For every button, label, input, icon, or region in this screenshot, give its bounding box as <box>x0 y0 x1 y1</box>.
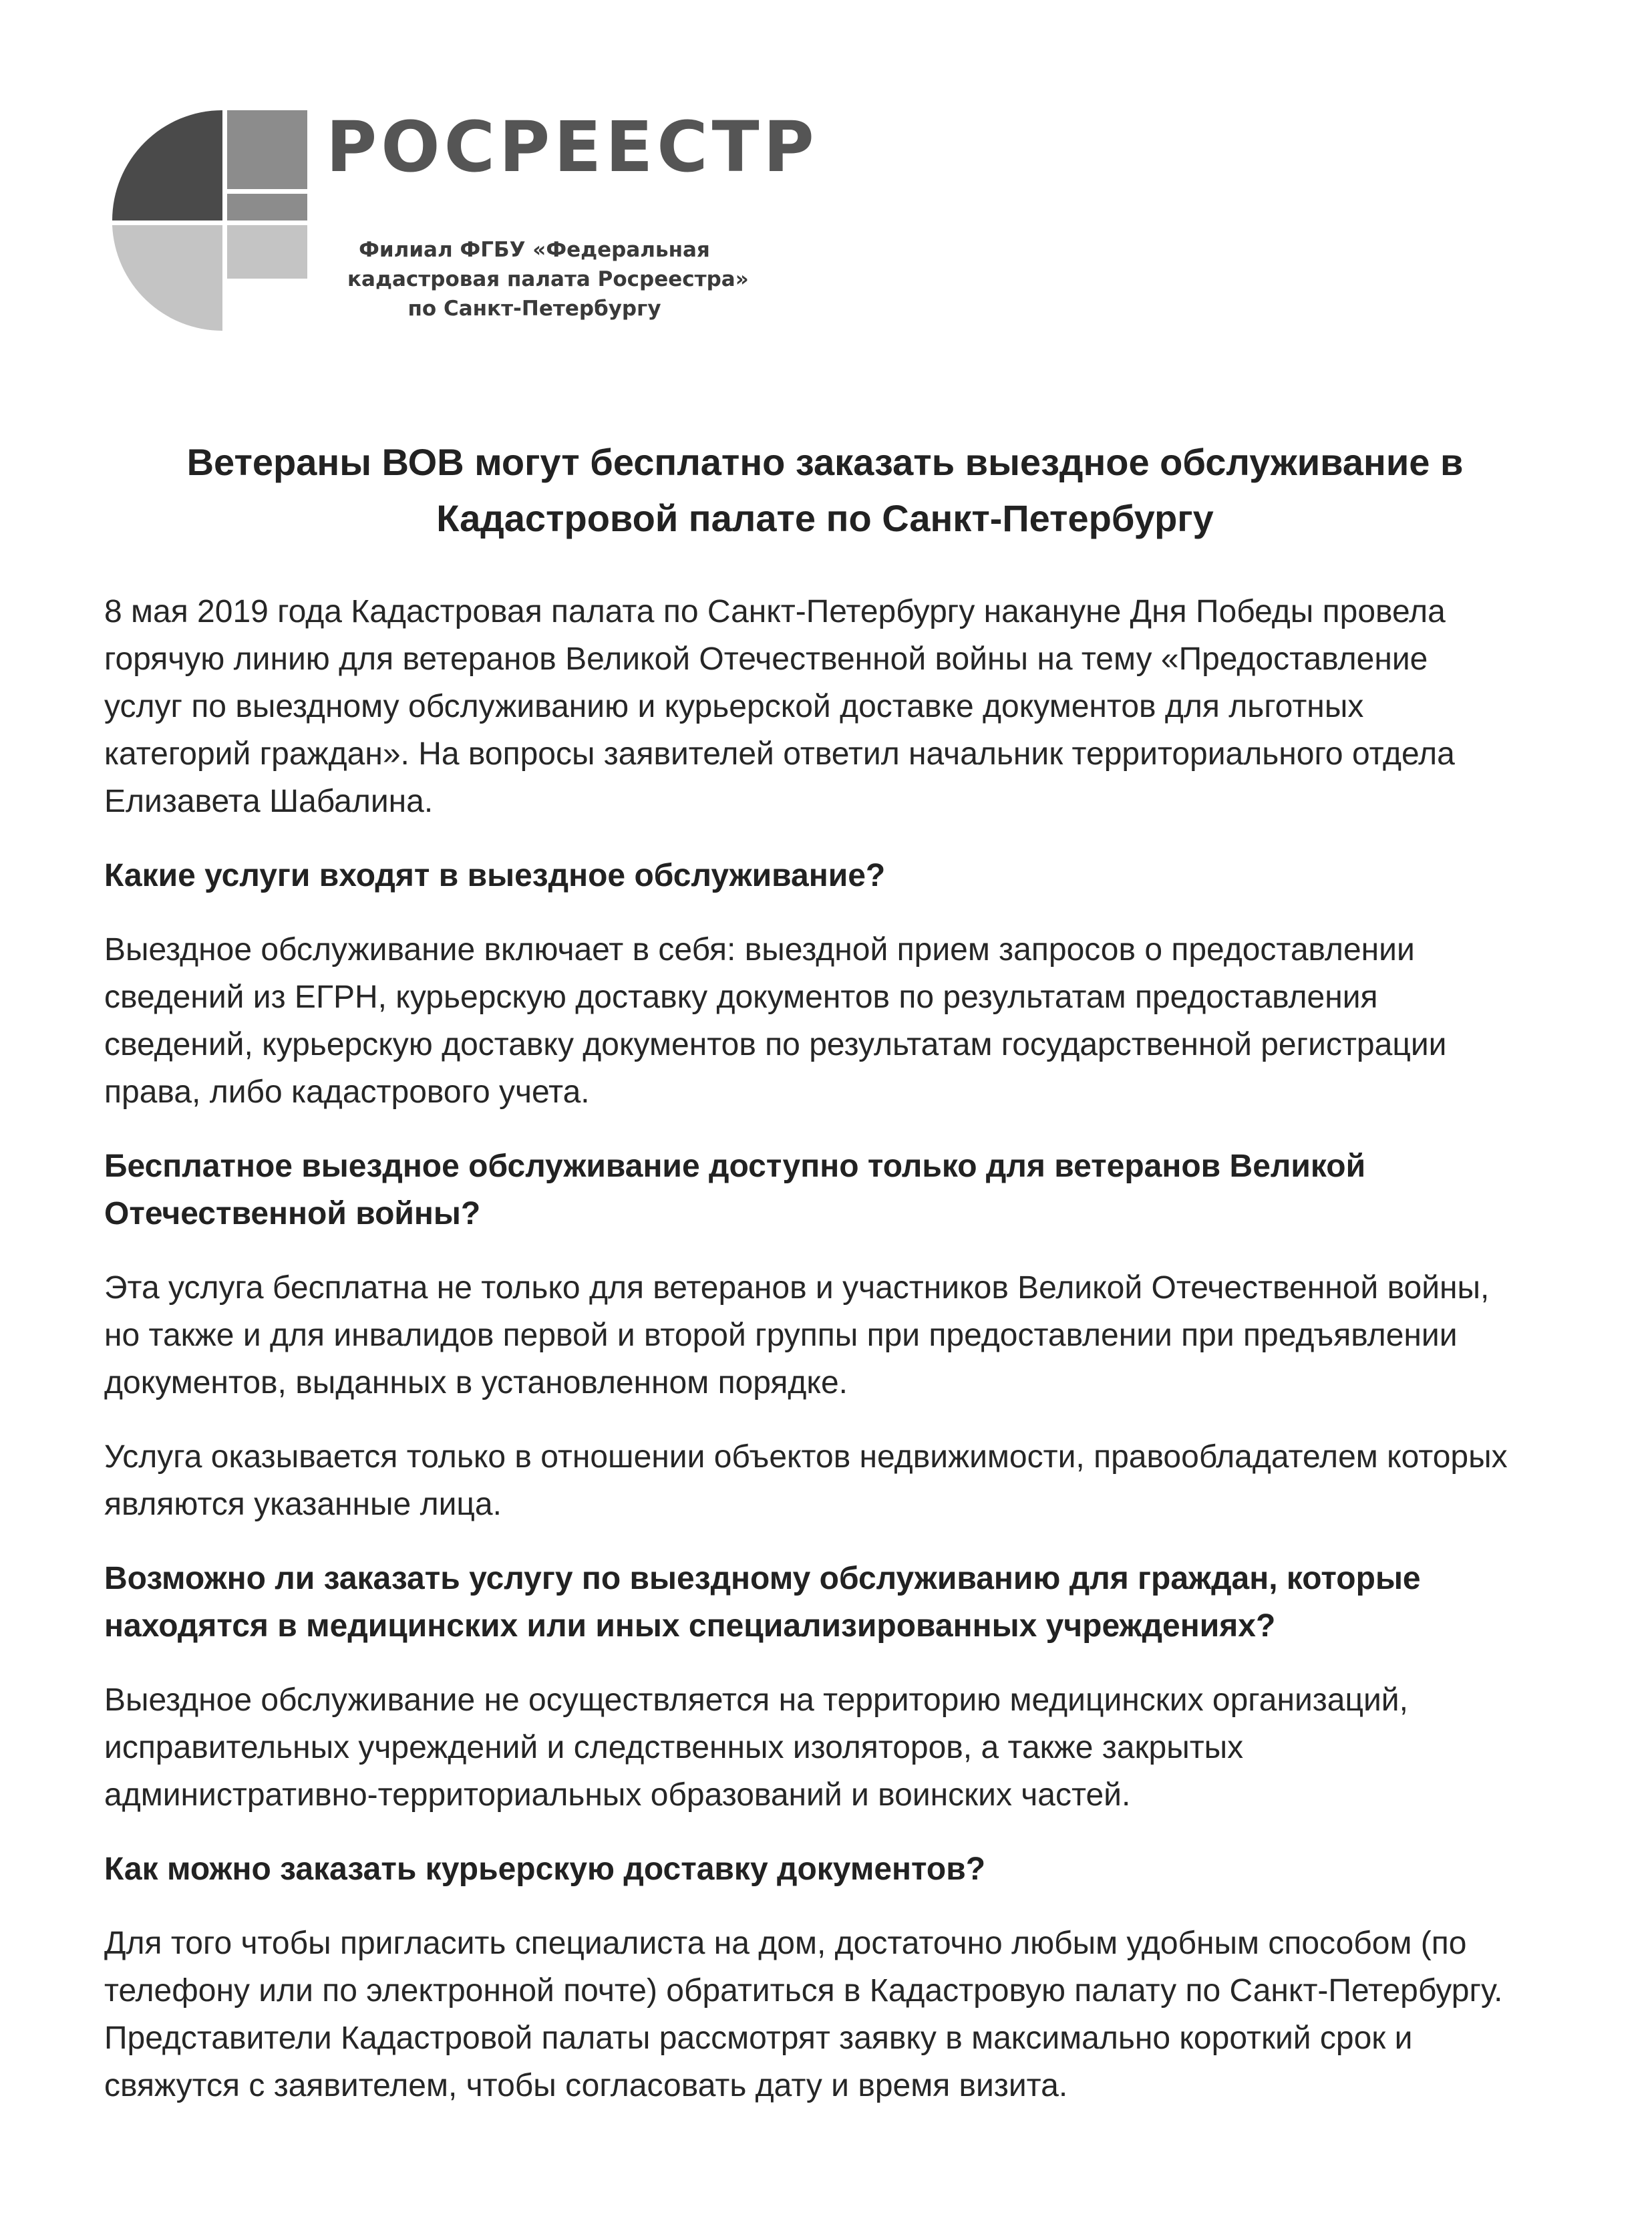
text-line: горячую линию для ветеранов Великой Отечественной войны на тему «Предоставление <box>104 641 1428 677</box>
text-line: категорий граждан». На вопросы заявителей ответил начальник территориального отдела <box>104 736 1455 772</box>
text-line: права, либо кадастрового учета. <box>104 1074 590 1110</box>
text-line: телефону или по электронной почте) обратиться в Кадастровую палату по Санкт-Петербургу. <box>104 1973 1503 2008</box>
title-line: Кадастровой палате по Санкт-Петербургу <box>436 497 1214 539</box>
answer-paragraph <box>104 926 1560 1116</box>
question-heading <box>104 1845 1560 1893</box>
question-heading <box>104 1555 1560 1650</box>
article-title <box>100 434 1550 547</box>
branch-info <box>347 235 749 323</box>
answer-paragraph <box>104 1676 1560 1819</box>
question-line: Отечественной войны? <box>104 1196 481 1231</box>
branch-line: Филиал ФГБУ «Федеральная <box>359 238 710 262</box>
question-line: Возможно ли заказать услугу по выездному обслуживанию для граждан, которые <box>104 1561 1421 1596</box>
text-line: являются указанные лица. <box>104 1487 502 1522</box>
brand-name: РОСРЕЕСТР <box>326 106 818 188</box>
text-line: документов, выданных в установленном порядке. <box>104 1365 848 1400</box>
question-line: находятся в медицинских или иных специализированных учреждениях? <box>104 1608 1276 1644</box>
branch-line: по Санкт-Петербургу <box>407 297 661 321</box>
question-heading <box>104 1143 1560 1237</box>
title-line: Ветераны ВОВ могут бесплатно заказать выездное обслуживание в <box>186 441 1464 483</box>
question-heading <box>104 852 1560 899</box>
text-line: 8 мая 2019 года Кадастровая палата по Санкт-Петербургу накануне Дня Победы провела <box>104 594 1446 629</box>
answer-paragraph <box>104 1920 1560 2109</box>
rosreestr-logo-icon <box>112 110 333 331</box>
text-line: Услуга оказывается только в отношении объектов недвижимости, правообладателем которых <box>104 1439 1508 1475</box>
text-line: сведений, курьерскую доставку документов по результатам государственной регистрации <box>104 1027 1447 1062</box>
text-line: Выездное обслуживание включает в себя: выездной прием запросов о предоставлении <box>104 932 1415 967</box>
text-line: исправительных учреждений и следственных изоляторов, а также закрытых <box>104 1730 1244 1765</box>
logo-light-quarter-left <box>112 225 222 331</box>
answer-paragraph <box>104 1433 1560 1528</box>
logo-mid-square-center <box>227 194 307 220</box>
logo-dark-quarter <box>112 110 222 220</box>
branch-line: кадастровая палата Росреестра» <box>347 267 749 291</box>
logo-mid-square-top <box>227 110 307 189</box>
question-line: Бесплатное выездное обслуживание доступно только для ветеранов Великой <box>104 1149 1366 1184</box>
intro-paragraph <box>104 588 1560 825</box>
text-line: Представители Кадастровой палаты рассмотрят заявку в максимально короткий срок и <box>104 2021 1413 2056</box>
question-line: Как можно заказать курьерскую доставку документов? <box>104 1851 986 1887</box>
text-line: Для того чтобы пригласить специалиста на дом, достаточно любым удобным способом (по <box>104 1926 1467 1961</box>
text-line: свяжутся с заявителем, чтобы согласовать дату и время визита. <box>104 2068 1068 2103</box>
text-line: Эта услуга бесплатна не только для ветеранов и участников Великой Отечественной войны, <box>104 1270 1490 1306</box>
text-line: Выездное обслуживание не осуществляется на территорию медицинских организаций, <box>104 1682 1408 1718</box>
text-line: административно-территориальных образований и воинских частей. <box>104 1777 1131 1813</box>
answer-paragraph <box>104 1264 1560 1406</box>
text-line: Елизавета Шабалина. <box>104 784 434 819</box>
text-line: но также и для инвалидов первой и второй группы при предоставлении при предъявлении <box>104 1318 1458 1353</box>
article-body <box>104 588 1560 2136</box>
logo-light-square <box>227 225 307 279</box>
text-line: услуг по выездному обслуживанию и курьерской доставке документов для льготных <box>104 689 1364 724</box>
question-line: Какие услуги входят в выездное обслуживание? <box>104 858 886 893</box>
text-line: сведений из ЕГРН, курьерскую доставку документов по результатам предоставления <box>104 980 1378 1015</box>
